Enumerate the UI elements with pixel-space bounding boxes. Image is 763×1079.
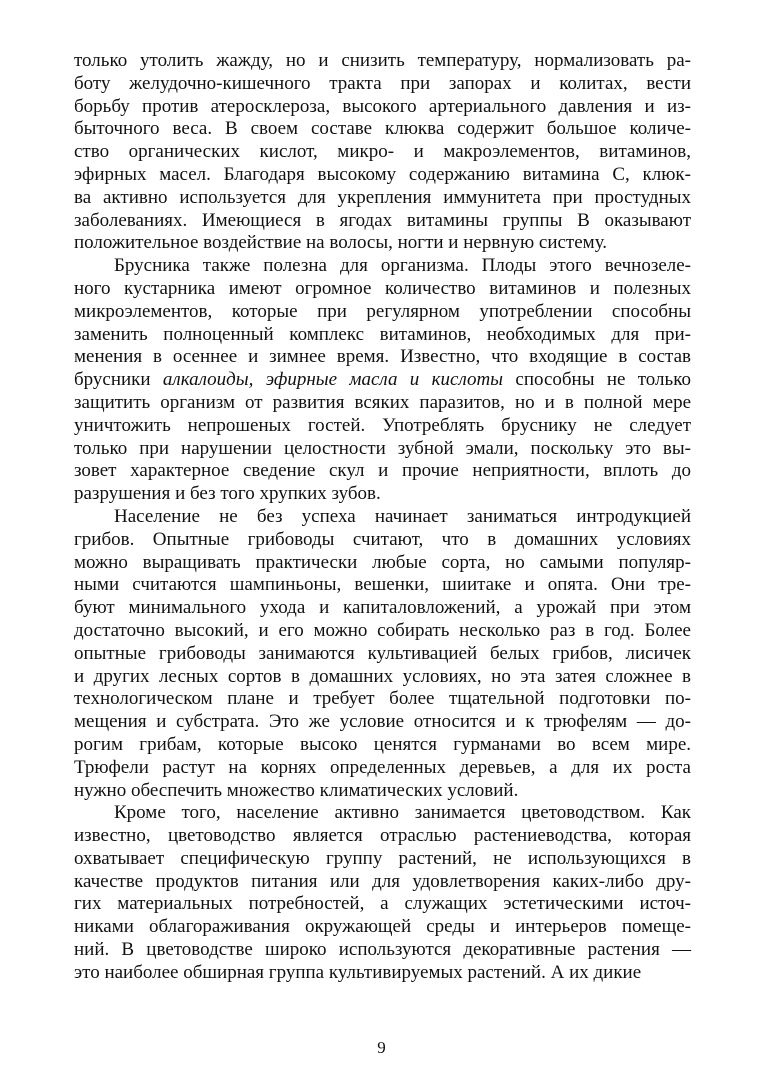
text-line: ство органических кислот, микро- и макроэлементов, витаминов,	[74, 141, 691, 163]
italic-text-segment: алкалоиды, эфирные масла и кислоты	[162, 369, 504, 391]
text-line: ными считаются шампиньоны, вешенки, шиитаке и опята. Они тре-	[74, 574, 691, 596]
text-line: заменить полноценный комплекс витаминов, необходимых для при-	[74, 323, 691, 345]
text-line: борьбу против атеросклероза, высокого артериального давления и из-	[74, 95, 691, 117]
text-line: Брусника также полезна для организма. Плоды этого вечнозеле-	[114, 255, 691, 277]
text-line: опытные грибоводы занимаются культивацией белых грибов, лисичек	[74, 642, 691, 664]
text-line	[74, 369, 691, 392]
paragraph	[74, 50, 691, 255]
text-line: ного кустарника имеют огромное количество витаминов и полезных	[74, 277, 691, 299]
text-line: известно, цветоводство является отраслью растениеводства, которая	[74, 825, 691, 847]
text-line: ний. В цветоводстве широко используются декоративные растения —	[74, 939, 691, 961]
text-line: положительное воздействие на волосы, ногти и нервную систему.	[74, 232, 608, 254]
text-line: Трюфели растут на корнях определенных деревьев, а для их роста	[74, 756, 691, 778]
text-line: Кроме того, население активно занимается цветоводством. Как	[114, 802, 691, 824]
paragraph	[74, 802, 691, 984]
text-line: менения в осеннее и зимнее время. Известно, что входящие в состав	[74, 346, 691, 368]
text-line: микроэлементов, которые при регулярном употреблении способны	[74, 300, 691, 322]
page-number: 9	[377, 1038, 386, 1057]
text-segment: способны не только	[503, 369, 691, 391]
text-line: и других лесных сортов в домашних условиях, но эта затея сложнее в	[74, 665, 691, 687]
text-line: нужно обеспечить множество климатических условий.	[74, 779, 519, 801]
paragraph	[74, 255, 691, 506]
text-line: буют минимального ухода и капиталовложений, а урожай при этом	[74, 597, 691, 619]
paragraph	[74, 506, 691, 802]
text-line: технологическом плане и требует более тщательной подготовки по-	[74, 688, 691, 710]
text-line: быточного веса. В своем составе клюква содержит большое количе-	[74, 118, 691, 140]
text-line: разрушения и без того хрупких зубов.	[74, 483, 381, 505]
text-line: охватывает специфическую группу растений, не использующихся в	[74, 847, 691, 869]
text-line: рогим грибам, которые высоко ценятся гурманами во всем мире.	[74, 733, 691, 755]
text-line: можно выращивать практически любые сорта, но самыми популяр-	[74, 551, 691, 573]
text-line: это наиболее обширная группа культивируемых растений. А их дикие	[74, 961, 642, 983]
text-line: зовет характерное сведение скул и прочие неприятности, вплоть до	[74, 460, 691, 482]
text-line: эфирных масел. Благодаря высокому содержанию витамина С, клюк-	[74, 163, 691, 185]
text-line: боту желудочно-кишечного тракта при запорах и колитах, вести	[74, 72, 691, 94]
text-line: достаточно высокий, и его можно собирать несколько раз в год. Более	[74, 619, 691, 641]
text-line: качестве продуктов питания или для удовлетворения каких-либо дру-	[74, 870, 691, 892]
text-segment: брусники	[74, 369, 163, 391]
text-line: мещения и субстрата. Это же условие относится и к трюфелям — до-	[74, 711, 691, 733]
text-line: гих материальных потребностей, а служащих эстетическими источ-	[74, 893, 691, 915]
text-line: заболеваниях. Имеющиеся в ягодах витамины группы В оказывают	[74, 209, 691, 231]
text-line: защитить организм от развития всяких паразитов, но и в полной мере	[74, 391, 691, 413]
text-line: Население не без успеха начинает заниматься интродукцией	[114, 505, 691, 527]
text-line: уничтожить непрошеных гостей. Употреблять бруснику не следует	[74, 414, 691, 436]
text-line: никами облагораживания окружающей среды и интерьеров помеще-	[74, 916, 691, 938]
document-page	[74, 50, 691, 985]
text-line: только при нарушении целостности зубной эмали, поскольку это вы-	[74, 437, 691, 459]
text-line: только утолить жажду, но и снизить температуру, нормализовать ра-	[74, 50, 691, 71]
text-line: ва активно используется для укрепления иммунитета при простудных	[74, 186, 691, 208]
text-line: грибов. Опытные грибоводы считают, что в домашних условиях	[74, 528, 691, 550]
